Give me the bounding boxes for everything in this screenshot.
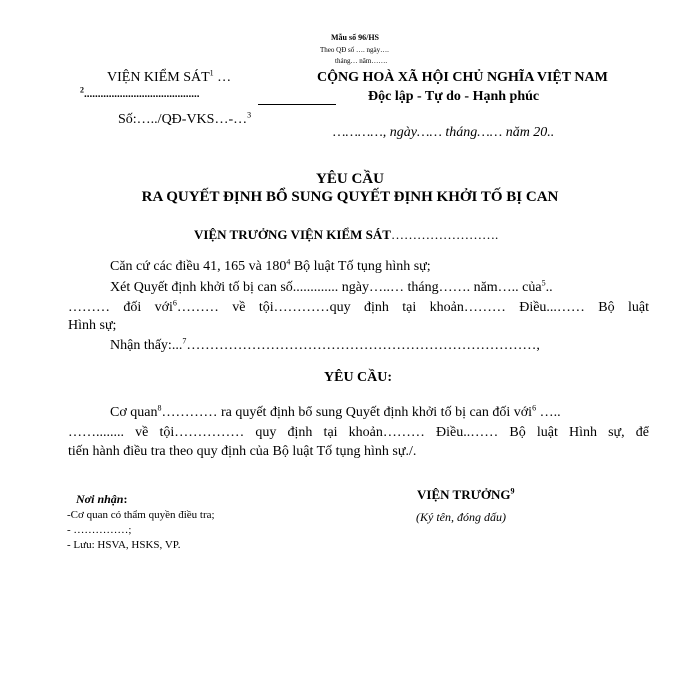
recipient-item: - Lưu: HSVA, HSKS, VP. (67, 539, 181, 551)
issuer-line: VIỆN TRƯỞNG VIỆN KIỂM SÁT……………………. (194, 227, 499, 242)
consider-paragraph-line-1: Xét Quyết định khởi tố bị can số............. ngày…..… tháng……. năm….. của$^5$.. (110, 278, 553, 295)
header-underline-left (258, 104, 336, 105)
findings-paragraph: Nhận thấy:...$^7$…………………………………………………………………, (110, 336, 540, 353)
national-title: CỘNG HOÀ XÃ HỘI CHỦ NGHĨA VIỆT NAM (317, 70, 608, 85)
date-line: …………, ngày…… tháng…… năm 20.. (333, 125, 555, 140)
agency-name: VIỆN KIỂM SÁT$^1$ … (107, 68, 232, 85)
recipient-item: - ……………; (67, 524, 132, 536)
request-paragraph-line-2: ……........ về tội…………… quy định tại khoản……… Điều..…… Bộ luật Hình sự, để (68, 425, 649, 440)
request-paragraph-line-1: Cơ quan$^8$………… ra quyết định bổ sung Quyết định khởi tố bị can đối với$^6$ ….. (110, 403, 561, 420)
national-motto: Độc lập - Tự do - Hạnh phúc (368, 89, 540, 104)
form-code: Mẫu số 96/HS (331, 33, 380, 42)
signature-note: (Ký tên, đóng dấu) (416, 510, 506, 524)
form-reference-line-2: tháng… năm……. (335, 57, 388, 65)
basis-paragraph: Căn cứ các điều 41, 165 và $180^4$ Bộ luật Tố tụng hình sự; (110, 257, 431, 274)
request-paragraph-line-3: tiến hành điều tra theo quy định của Bộ luật Tố tụng hình sự./. (68, 444, 417, 459)
recipient-item: -Cơ quan có thẩm quyền điều tra; (67, 509, 215, 521)
sub-agency-line: $^2$.......................................... (80, 85, 200, 100)
document-number: Số:…../QĐ-VKS…-…$^3$ (118, 110, 252, 127)
signature-title: VIỆN TRƯỞNG$^9$ (417, 486, 515, 502)
document-title: YÊU CẦU (316, 171, 384, 187)
consider-paragraph-line-3: Hình sự; (68, 318, 117, 333)
recipients-title: Nơi nhận: (76, 492, 128, 506)
document-subtitle: RA QUYẾT ĐỊNH BỔ SUNG QUYẾT ĐỊNH KHỞI TỐ BỊ CAN (141, 189, 559, 205)
request-heading: YÊU CẦU: (324, 370, 393, 385)
consider-paragraph-line-2: ……… đối với$^6$……… về tội…………quy định tại khoản……… Điều...…… Bộ luật (68, 298, 649, 315)
form-reference-line-1: Theo QĐ số …. ngày…. (320, 46, 389, 54)
